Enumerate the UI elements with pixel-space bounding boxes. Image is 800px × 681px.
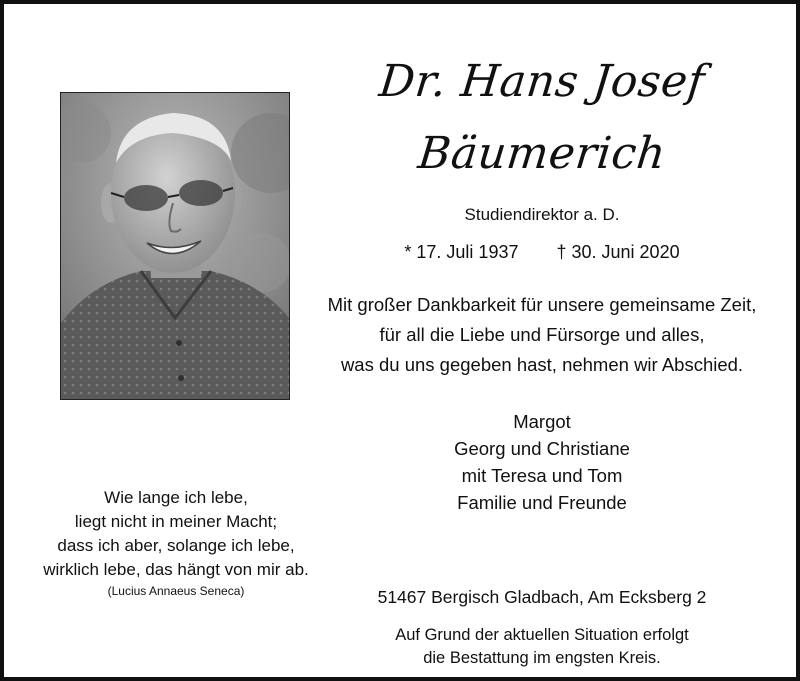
mourner: Georg und Christiane bbox=[454, 438, 630, 459]
message-line: Mit großer Dankbarkeit für unsere gemeinsame Zeit, bbox=[327, 294, 757, 315]
deceased-title: Studiendirektor a. D. bbox=[464, 205, 620, 224]
mourners-list bbox=[384, 408, 700, 516]
farewell-message bbox=[304, 290, 780, 380]
quote-line: liegt nicht in meiner Macht; bbox=[74, 512, 278, 531]
funeral-note bbox=[344, 624, 740, 670]
message-line: für all die Liebe und Fürsorge und alles, bbox=[379, 324, 705, 345]
message-line: was du uns gegeben hast, nehmen wir Abschied. bbox=[340, 354, 744, 375]
quote-line: wirklich lebe, das hängt von mir ab. bbox=[43, 560, 309, 579]
portrait-illustration bbox=[61, 93, 289, 399]
funeral-note-line: die Bestattung im engsten Kreis. bbox=[423, 649, 661, 667]
deceased-name-line-2: Bäumerich bbox=[415, 128, 669, 179]
death-date: † 30. Juni 2020 bbox=[556, 242, 680, 262]
memorial-quote bbox=[24, 486, 328, 582]
mourner: Margot bbox=[513, 411, 571, 432]
deceased-name-line-1: Dr. Hans Josef bbox=[376, 56, 708, 107]
mourner: Familie und Freunde bbox=[457, 492, 627, 513]
quote-line: Wie lange ich lebe, bbox=[104, 488, 248, 507]
birth-date: * 17. Juli 1937 bbox=[404, 242, 519, 262]
funeral-note-line: Auf Grund der aktuellen Situation erfolgt bbox=[395, 626, 689, 644]
quote-attribution: (Lucius Annaeus Seneca) bbox=[107, 584, 245, 598]
mourner: mit Teresa und Tom bbox=[461, 465, 623, 486]
life-dates bbox=[364, 242, 720, 263]
portrait-photo bbox=[60, 92, 290, 400]
family-address: 51467 Bergisch Gladbach, Am Ecksberg 2 bbox=[377, 587, 707, 607]
quote-line: dass ich aber, solange ich lebe, bbox=[57, 536, 295, 555]
